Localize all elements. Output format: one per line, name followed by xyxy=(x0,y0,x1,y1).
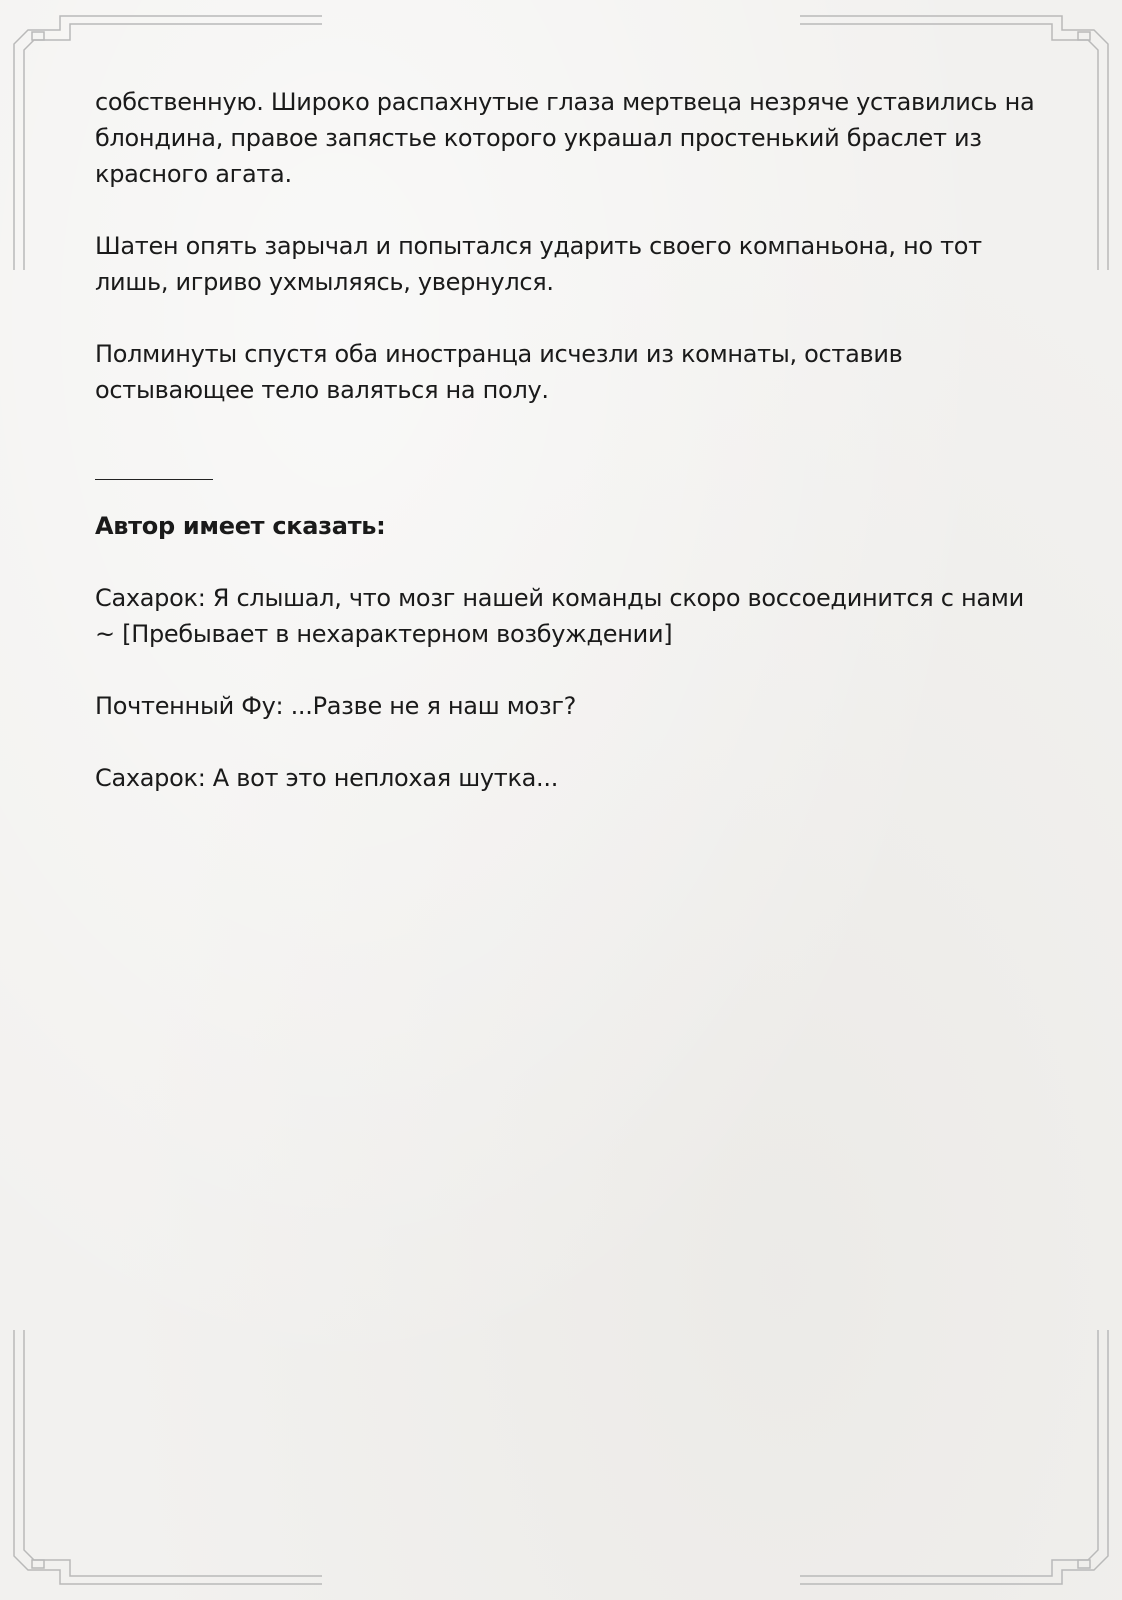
document-body xyxy=(95,84,1035,832)
author-note-line: Сахарок: А вот это неплохая шутка... xyxy=(95,764,559,792)
section-separator xyxy=(95,444,1035,480)
author-note-heading: Автор имеет сказать: xyxy=(95,512,386,540)
story-paragraph: Шатен опять зарычал и попытался ударить своего компаньона, но тот лишь, игриво ухмыляясь, увернулся. xyxy=(95,232,982,296)
story-paragraph: собственную. Широко распахнутые глаза мертвеца незряче уставились на блондина, правое запястье которого украшал простенький браслет из красного агата. xyxy=(95,88,1035,188)
author-note-line: Почтенный Фу: ...Разве не я наш мозг? xyxy=(95,692,577,720)
story-paragraph: Полминуты спустя оба иностранца исчезли из комнаты, оставив остывающее тело валяться на полу. xyxy=(95,340,903,404)
author-note-line: Сахарок: Я слышал, что мозг нашей команды скоро воссоединится с нами ~ [Пребывает в нехарактерном возбуждении] xyxy=(95,584,1024,648)
